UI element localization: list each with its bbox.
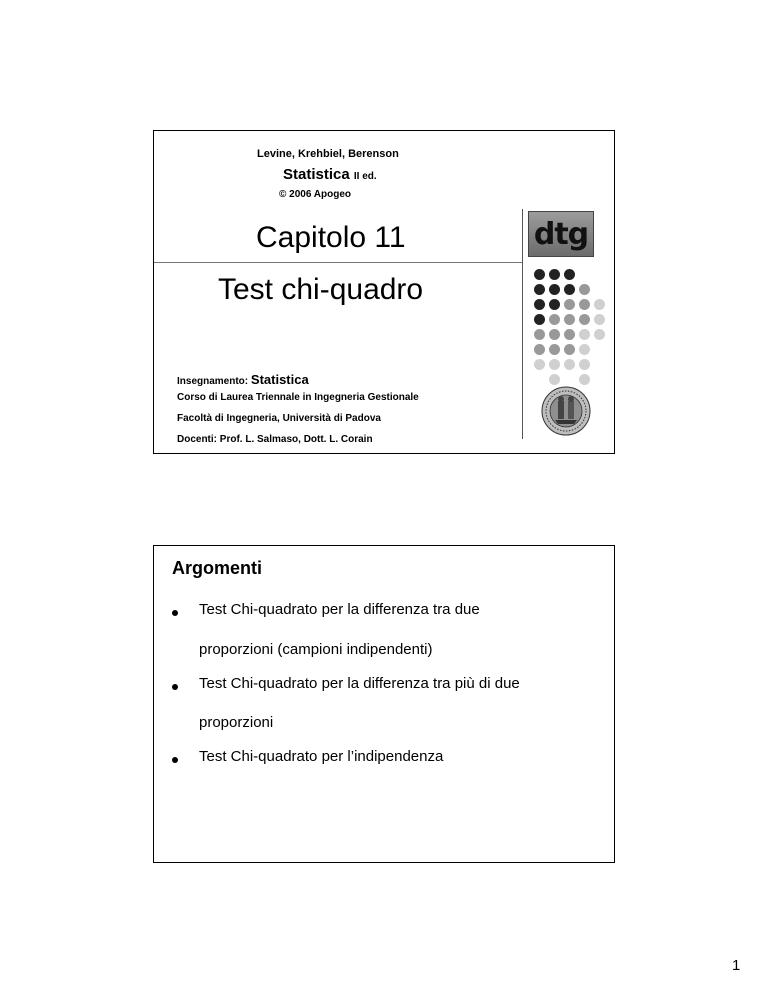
- book-title: [283, 166, 377, 183]
- bullet-icon: [172, 610, 178, 616]
- grid-dot: [549, 344, 560, 355]
- grid-dot: [594, 314, 605, 325]
- bullet-icon: [172, 757, 178, 763]
- grid-dot: [564, 284, 575, 295]
- grid-dot: [549, 374, 560, 385]
- copyright: © 2006 Apogeo: [279, 189, 352, 200]
- grid-dot: [534, 314, 545, 325]
- grid-dot: [534, 284, 545, 295]
- authors: Levine, Krehbiel, Berenson: [257, 148, 399, 160]
- grid-dot: [579, 374, 590, 385]
- grid-dot: [549, 329, 560, 340]
- horizontal-divider: [154, 262, 522, 263]
- topic-1-line-1: Test Chi-quadrato per la differenza tra due: [199, 601, 480, 618]
- university-seal-icon: [541, 386, 591, 436]
- grid-dot: [594, 299, 605, 310]
- course-label: [177, 372, 309, 387]
- topic-2-line-2: proporzioni: [199, 714, 274, 731]
- topics-title: Argomenti: [172, 558, 262, 578]
- grid-dot: [534, 269, 545, 280]
- topic-2-line-1: Test Chi-quadrato per la differenza tra più di due: [199, 675, 520, 692]
- grid-dot: [564, 329, 575, 340]
- chapter-title: Capitolo 11: [256, 221, 406, 254]
- grid-dot: [594, 329, 605, 340]
- course-name: Statistica: [250, 372, 309, 387]
- dtg-logo: [528, 211, 594, 257]
- grid-dot: [579, 344, 590, 355]
- title-slide: [153, 130, 615, 454]
- page-number: 1: [732, 957, 741, 974]
- grid-dot: [579, 329, 590, 340]
- grid-dot: [534, 359, 545, 370]
- book-edition: II ed.: [353, 171, 377, 182]
- grid-dot: [564, 344, 575, 355]
- grid-dot: [549, 359, 560, 370]
- grid-dot: [534, 329, 545, 340]
- vertical-divider: [522, 209, 523, 439]
- slide-subtitle: Test chi-quadro: [218, 273, 424, 306]
- grid-dot: [549, 284, 560, 295]
- grid-dot: [579, 359, 590, 370]
- grid-dot: [549, 269, 560, 280]
- grid-dot: [564, 314, 575, 325]
- grid-dot: [534, 299, 545, 310]
- grid-dot: [564, 269, 575, 280]
- grid-dot: [564, 299, 575, 310]
- grid-dot: [564, 359, 575, 370]
- grid-dot: [549, 314, 560, 325]
- faculty-university: Facoltà di Ingegneria, Università di Padova: [177, 413, 381, 424]
- topics-slide: [153, 545, 615, 863]
- grid-dot: [549, 299, 560, 310]
- grid-dot: [579, 314, 590, 325]
- degree-course: Corso di Laurea Triennale in Ingegneria Gestionale: [177, 392, 419, 403]
- topic-3-line-1: Test Chi-quadrato per l’indipendenza: [199, 748, 444, 765]
- teachers: Docenti: Prof. L. Salmaso, Dott. L. Corain: [177, 434, 373, 445]
- course-label-text: Insegnamento:: [177, 376, 249, 387]
- grid-dot: [579, 284, 590, 295]
- bullet-icon: [172, 684, 178, 690]
- topic-1-line-2: proporzioni (campioni indipendenti): [199, 641, 433, 658]
- logo-text: dtg: [533, 216, 589, 252]
- book-name: Statistica: [283, 166, 350, 183]
- grid-dot: [579, 299, 590, 310]
- grid-dot: [534, 344, 545, 355]
